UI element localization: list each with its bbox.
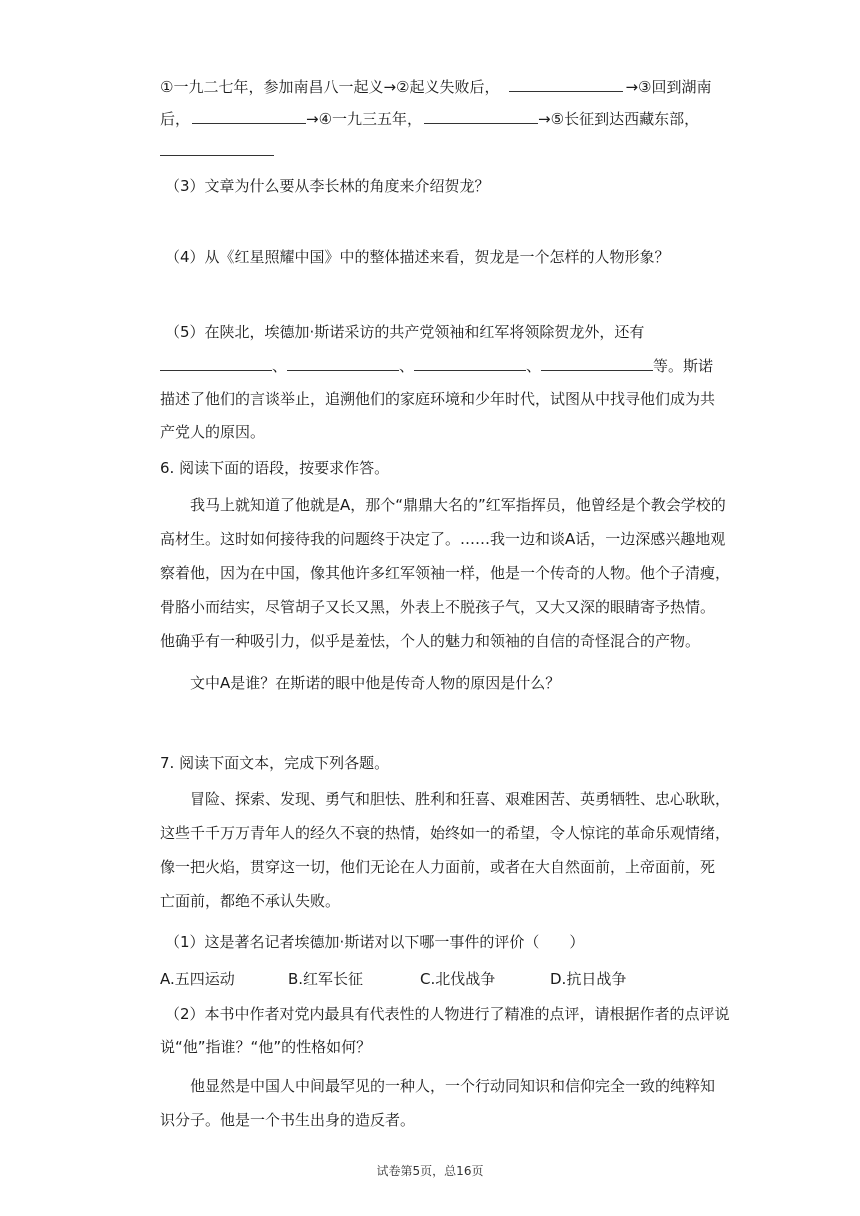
q7-sub2-line-2: 说“他”指谁？“他”的性格如何？ <box>160 1038 372 1056</box>
q5-timeline-line-2: 后， →④一九三五年， →⑤长征到达西藏东部， <box>160 110 700 128</box>
q7-quote-line-2: 识分子。他是一个书生出身的造反者。 <box>160 1111 416 1129</box>
option-b: B.红军长征 <box>288 970 364 988</box>
q6-question: 文中A是谁？在斯诺的眼中他是传奇人物的原因是什么？ <box>190 674 561 692</box>
option-d: D.抗日战争 <box>550 970 627 988</box>
page-footer: 试卷第5页，总16页 <box>376 1164 484 1178</box>
q5-sub3: （3）文章为什么要从李长林的角度来介绍贺龙？ <box>165 177 490 195</box>
q7-passage-line-2: 这些千千万万青年人的经久不衰的热情，始终如一的希望，令人惊诧的革命乐观情绪， <box>160 824 731 842</box>
q5-sub5-line-1: （5）在陕北，埃德加·斯诺采访的共产党领袖和红军将领除贺龙外，还有 <box>165 323 645 341</box>
q7-sub2-line-1: （2）本书中作者对党内最具有代表性的人物进行了精准的点评，请根据作者的点评说 <box>165 1005 730 1023</box>
q5-sub4: （4）从《红星照耀中国》中的整体描述来看，贺龙是一个怎样的人物形象？ <box>165 248 670 266</box>
q7-passage-line-3: 像一把火焰，贯穿这一切，他们无论在人力面前，或者在大自然面前，上帝面前，死 <box>160 858 716 876</box>
q7-sub1: （1）这是著名记者埃德加·斯诺对以下哪一事件的评价（ ） <box>165 933 585 951</box>
q5-sub5-line-4: 产党人的原因。 <box>160 423 266 441</box>
answer-blank-3 <box>424 108 538 124</box>
answer-blank-8 <box>541 355 653 371</box>
option-c: C.北伐战争 <box>420 970 496 988</box>
q6-passage-line-2: 高材生。这时如何接待我的问题终于决定了。……我一边和谈A话，一边深感兴趣地观 <box>160 530 726 548</box>
q5-timeline-line-3 <box>160 140 274 161</box>
q7-quote-line-1: 他显然是中国人中间最罕见的一种人，一个行动同知识和信仰完全一致的纯粹知 <box>190 1077 716 1095</box>
answer-blank-2 <box>192 108 306 124</box>
q7-passage-line-4: 亡面前，都绝不承认失败。 <box>160 892 341 910</box>
answer-blank-4 <box>160 140 274 156</box>
answer-blank-5 <box>160 355 272 371</box>
q6-passage-line-1: 我马上就知道了他就是A，那个“鼎鼎大名的”红军指挥员，他曾经是个教会学校的 <box>190 496 726 514</box>
answer-blank-6 <box>287 355 399 371</box>
q5-sub5-line-2: 、 、 、 等。斯诺 <box>160 355 713 376</box>
q6-passage-line-4: 骨胳小而结实，尽管胡子又长又黑，外表上不脱孩子气，又大又深的眼睛寄予热情。 <box>160 598 716 616</box>
answer-blank-7 <box>414 355 526 371</box>
q7-options <box>160 969 626 989</box>
q6-passage-line-3: 察着他，因为在中国，像其他许多红军领袖一样，他是一个传奇的人物。他个子清瘦， <box>160 564 731 582</box>
q5-timeline-line-1: ①一九二七年，参加南昌八一起义→②起义失败后， →③回到湖南 <box>160 78 712 96</box>
q6-passage-line-5: 他确乎有一种吸引力，似乎是羞怯，个人的魅力和领袖的自信的奇怪混合的产物。 <box>160 632 701 650</box>
answer-blank-1 <box>509 76 623 92</box>
q6-title: 6. 阅读下面的语段，按要求作答。 <box>160 459 390 477</box>
q5-sub5-line-3: 描述了他们的言谈举止，追溯他们的家庭环境和少年时代，试图从中找寻他们成为共 <box>160 390 716 408</box>
option-a: A.五四运动 <box>160 970 235 988</box>
q7-title: 7. 阅读下面文本，完成下列各题。 <box>160 754 390 772</box>
q7-passage-line-1: 冒险、探索、发现、勇气和胆怯、胜利和狂喜、艰难困苦、英勇牺牲、忠心耿耿， <box>190 790 731 808</box>
